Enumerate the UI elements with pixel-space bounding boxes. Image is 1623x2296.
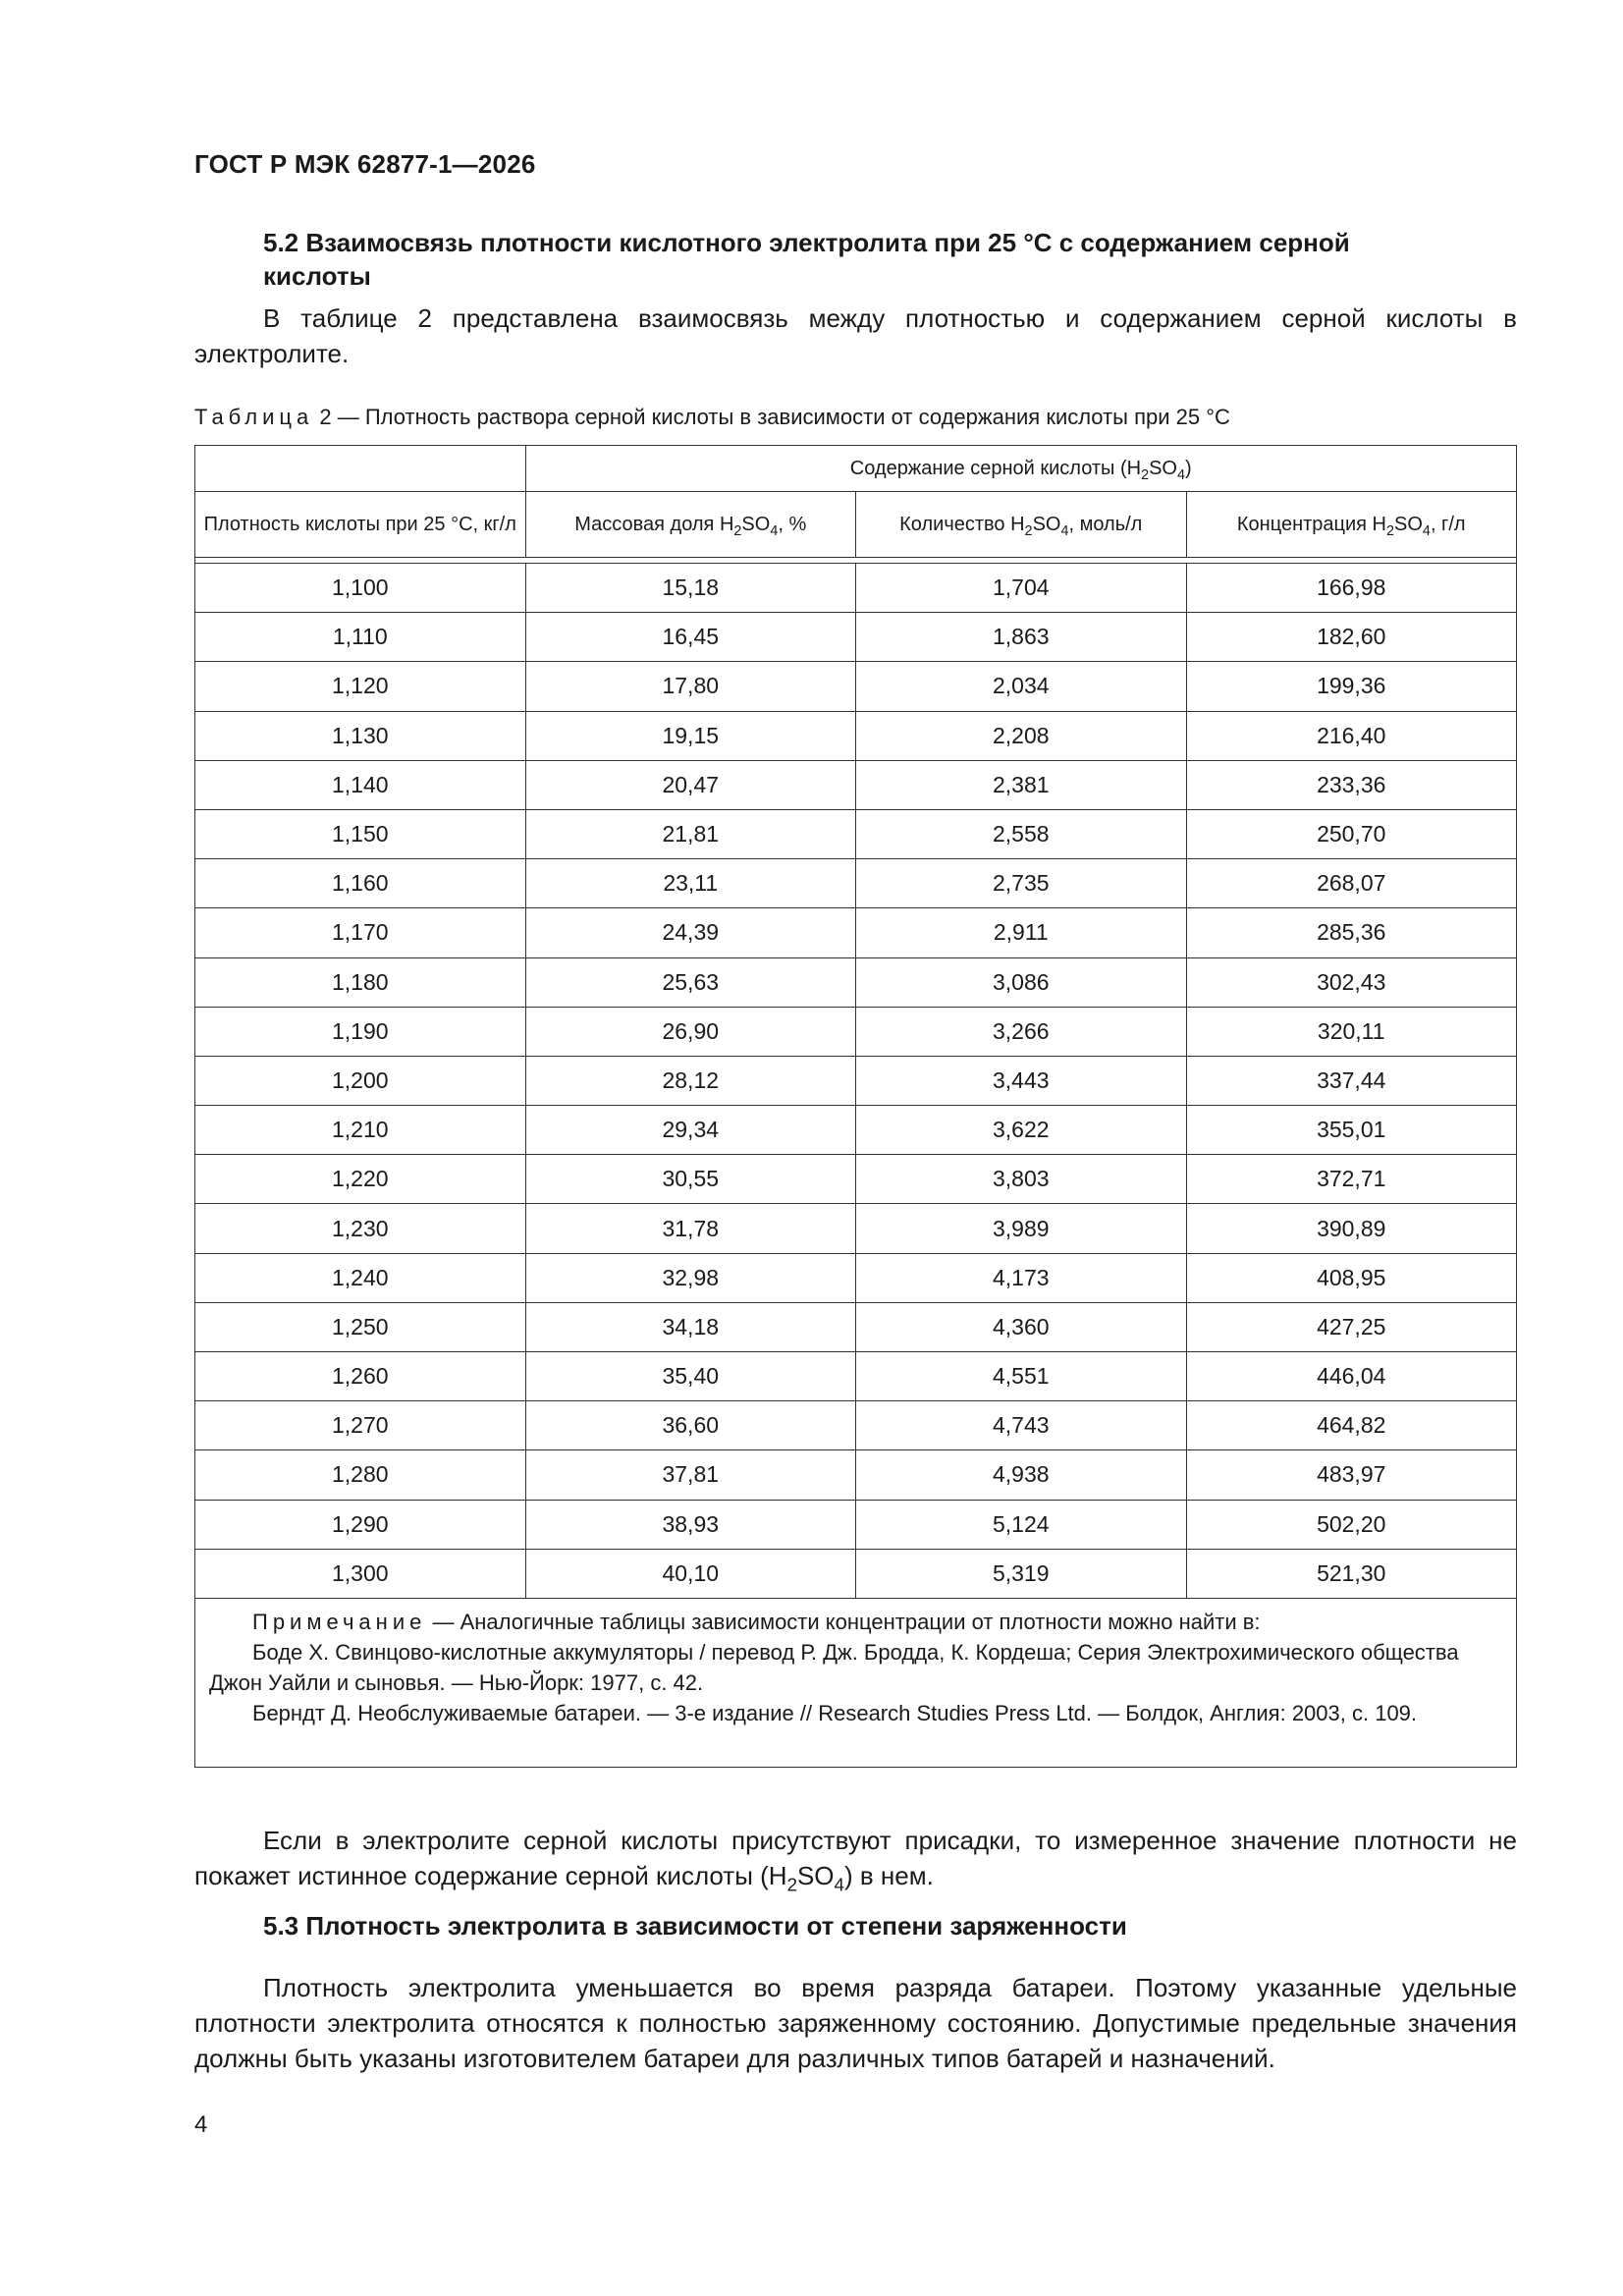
cell-mass-fraction: 38,93 bbox=[525, 1500, 856, 1549]
table-row bbox=[195, 760, 1517, 809]
cell-density: 1,260 bbox=[195, 1352, 526, 1401]
section-5-2-heading: 5.2 Взаимосвязь плотности кислотного электролита при 25 °C с содержанием серной кислоты bbox=[263, 228, 1350, 291]
table-note-row bbox=[195, 1598, 1517, 1767]
section-5-2-intro: В таблице 2 представлена взаимосвязь между плотностью и содержанием серной кислоты в электролите. bbox=[194, 303, 1517, 368]
table-caption-text: 2 — Плотность раствора серной кислоты в зависимости от содержания кислоты при 25 °C bbox=[319, 405, 1230, 429]
table-caption-prefix: Таблица bbox=[194, 405, 314, 429]
cell-density: 1,230 bbox=[195, 1204, 526, 1253]
cell-concentration: 166,98 bbox=[1186, 564, 1517, 613]
cell-density: 1,140 bbox=[195, 760, 526, 809]
cell-concentration: 427,25 bbox=[1186, 1302, 1517, 1351]
cell-amount: 2,034 bbox=[856, 662, 1187, 711]
table-row bbox=[195, 1352, 1517, 1401]
table-row bbox=[195, 711, 1517, 760]
cell-mass-fraction: 36,60 bbox=[525, 1401, 856, 1450]
table-column-header-row bbox=[195, 492, 1517, 558]
cell-mass-fraction: 19,15 bbox=[525, 711, 856, 760]
cell-mass-fraction: 21,81 bbox=[525, 809, 856, 858]
header-concentration: Концентрация $H_2SO_4$, г/л bbox=[1186, 492, 1517, 558]
cell-amount: 4,173 bbox=[856, 1253, 1187, 1302]
after-table-paragraph: Если в электролите серной кислоты присутствуют присадки, то измеренное значение плотности не покажет истинное содержание серной кислоты $(H_2SO_4)$ в нем. bbox=[194, 1826, 1517, 1895]
cell-concentration: 302,43 bbox=[1186, 957, 1517, 1007]
table-group-header-row bbox=[195, 446, 1517, 492]
table-row bbox=[195, 1155, 1517, 1204]
cell-mass-fraction: 34,18 bbox=[525, 1302, 856, 1351]
note-reference-1: Боде Х. Свинцово-кислотные аккумуляторы / перевод Р. Дж. Бродда, К. Кордеша; Серия Электрохимического общества Джон Уайли и сыновья. — Нью-Йорк: 1977, с. 42. bbox=[209, 1639, 1459, 1695]
cell-concentration: 199,36 bbox=[1186, 662, 1517, 711]
cell-mass-fraction: 35,40 bbox=[525, 1352, 856, 1401]
cell-mass-fraction: 24,39 bbox=[525, 908, 856, 957]
document-id: ГОСТ Р МЭК 62877-1—2026 bbox=[194, 149, 536, 179]
cell-concentration: 250,70 bbox=[1186, 809, 1517, 858]
table-row bbox=[195, 1007, 1517, 1056]
cell-concentration: 268,07 bbox=[1186, 859, 1517, 908]
table-row bbox=[195, 908, 1517, 957]
cell-mass-fraction: 29,34 bbox=[525, 1106, 856, 1155]
cell-concentration: 521,30 bbox=[1186, 1549, 1517, 1598]
cell-density: 1,190 bbox=[195, 1007, 526, 1056]
cell-mass-fraction: 20,47 bbox=[525, 760, 856, 809]
section-5-3-heading: 5.3 Плотность электролита в зависимости от степени заряженности bbox=[263, 1911, 1127, 1941]
cell-mass-fraction: 32,98 bbox=[525, 1253, 856, 1302]
cell-amount: 2,735 bbox=[856, 859, 1187, 908]
cell-amount: 2,208 bbox=[856, 711, 1187, 760]
cell-mass-fraction: 31,78 bbox=[525, 1204, 856, 1253]
table-caption bbox=[194, 405, 1230, 430]
table-row bbox=[195, 809, 1517, 858]
cell-density: 1,290 bbox=[195, 1500, 526, 1549]
table-row bbox=[195, 957, 1517, 1007]
cell-amount: 1,863 bbox=[856, 613, 1187, 662]
cell-density: 1,220 bbox=[195, 1155, 526, 1204]
density-table bbox=[194, 445, 1517, 1768]
header-density: Плотность кислоты при 25 °C, кг/л bbox=[195, 492, 526, 558]
cell-concentration: 355,01 bbox=[1186, 1106, 1517, 1155]
cell-density: 1,240 bbox=[195, 1253, 526, 1302]
cell-amount: 4,743 bbox=[856, 1401, 1187, 1450]
table-row bbox=[195, 1500, 1517, 1549]
cell-concentration: 446,04 bbox=[1186, 1352, 1517, 1401]
header-sulfuric-acid-content: Содержание серной кислоты $(H_2SO_4)$ bbox=[525, 446, 1517, 492]
table-row bbox=[195, 1401, 1517, 1450]
cell-amount: 4,551 bbox=[856, 1352, 1187, 1401]
cell-amount: 4,938 bbox=[856, 1450, 1187, 1500]
table-row bbox=[195, 1302, 1517, 1351]
cell-amount: 3,086 bbox=[856, 957, 1187, 1007]
table-row bbox=[195, 1253, 1517, 1302]
table-row bbox=[195, 859, 1517, 908]
cell-concentration: 337,44 bbox=[1186, 1056, 1517, 1105]
cell-density: 1,210 bbox=[195, 1106, 526, 1155]
cell-concentration: 408,95 bbox=[1186, 1253, 1517, 1302]
cell-amount: 2,911 bbox=[856, 908, 1187, 957]
table-row bbox=[195, 1204, 1517, 1253]
section-5-3-text: Плотность электролита уменьшается во время разряда батареи. Поэтому указанные удельные плотности электролита относятся к полностью заряженному состоянию. Допустимые предельные значения должны быть указаны изготовителем батареи для различных типов батарей и назначений. bbox=[194, 1973, 1517, 2073]
cell-concentration: 464,82 bbox=[1186, 1401, 1517, 1450]
cell-density: 1,180 bbox=[195, 957, 526, 1007]
cell-concentration: 216,40 bbox=[1186, 711, 1517, 760]
cell-mass-fraction: 40,10 bbox=[525, 1549, 856, 1598]
cell-concentration: 182,60 bbox=[1186, 613, 1517, 662]
table-row bbox=[195, 1450, 1517, 1500]
cell-concentration: 233,36 bbox=[1186, 760, 1517, 809]
cell-density: 1,250 bbox=[195, 1302, 526, 1351]
cell-density: 1,280 bbox=[195, 1450, 526, 1500]
cell-density: 1,200 bbox=[195, 1056, 526, 1105]
table-note: Примечание — Аналогичные таблицы зависимости концентрации от плотности можно найти в: Боде Х. Свинцово-кислотные аккумуляторы / перевод Р. Дж. Бродда, К. Кордеша; Серия Электрохимического общества Джон Уайли и сыновья. — Нью-Йорк: 1977, с. 42. Берндт Д. Необслуживаемые батареи. — 3-е издание // Research Studies Press Ltd. — Болдок, Англия: 2003, с. 109. bbox=[195, 1598, 1517, 1767]
cell-density: 1,160 bbox=[195, 859, 526, 908]
header-amount: Количество $H_2SO_4$, моль/л bbox=[856, 492, 1187, 558]
cell-concentration: 502,20 bbox=[1186, 1500, 1517, 1549]
cell-amount: 1,704 bbox=[856, 564, 1187, 613]
cell-amount: 4,360 bbox=[856, 1302, 1187, 1351]
cell-amount: 5,319 bbox=[856, 1549, 1187, 1598]
cell-mass-fraction: 25,63 bbox=[525, 957, 856, 1007]
cell-amount: 3,989 bbox=[856, 1204, 1187, 1253]
cell-density: 1,150 bbox=[195, 809, 526, 858]
cell-concentration: 372,71 bbox=[1186, 1155, 1517, 1204]
table-row bbox=[195, 1106, 1517, 1155]
cell-concentration: 390,89 bbox=[1186, 1204, 1517, 1253]
cell-mass-fraction: 30,55 bbox=[525, 1155, 856, 1204]
table-row bbox=[195, 1549, 1517, 1598]
page-number: 4 bbox=[194, 2111, 208, 2138]
cell-density: 1,100 bbox=[195, 564, 526, 613]
cell-density: 1,110 bbox=[195, 613, 526, 662]
cell-amount: 3,622 bbox=[856, 1106, 1187, 1155]
cell-mass-fraction: 23,11 bbox=[525, 859, 856, 908]
cell-concentration: 483,97 bbox=[1186, 1450, 1517, 1500]
table-row bbox=[195, 613, 1517, 662]
cell-amount: 3,266 bbox=[856, 1007, 1187, 1056]
cell-mass-fraction: 16,45 bbox=[525, 613, 856, 662]
cell-mass-fraction: 28,12 bbox=[525, 1056, 856, 1105]
header-mass-fraction: Массовая доля $H_2SO_4$, % bbox=[525, 492, 856, 558]
note-label: Примечание bbox=[252, 1609, 427, 1634]
cell-density: 1,270 bbox=[195, 1401, 526, 1450]
cell-mass-fraction: 17,80 bbox=[525, 662, 856, 711]
cell-amount: 2,381 bbox=[856, 760, 1187, 809]
table-row bbox=[195, 662, 1517, 711]
cell-mass-fraction: 15,18 bbox=[525, 564, 856, 613]
cell-mass-fraction: 37,81 bbox=[525, 1450, 856, 1500]
cell-mass-fraction: 26,90 bbox=[525, 1007, 856, 1056]
table-row bbox=[195, 1056, 1517, 1105]
cell-amount: 2,558 bbox=[856, 809, 1187, 858]
cell-density: 1,300 bbox=[195, 1549, 526, 1598]
cell-amount: 3,443 bbox=[856, 1056, 1187, 1105]
table-row bbox=[195, 564, 1517, 613]
cell-density: 1,130 bbox=[195, 711, 526, 760]
cell-concentration: 285,36 bbox=[1186, 908, 1517, 957]
cell-concentration: 320,11 bbox=[1186, 1007, 1517, 1056]
cell-amount: 3,803 bbox=[856, 1155, 1187, 1204]
note-reference-2: Берндт Д. Необслуживаемые батареи. — 3-е издание // Research Studies Press Ltd. — Болдок, Англия: 2003, с. 109. bbox=[252, 1700, 1418, 1725]
cell-density: 1,170 bbox=[195, 908, 526, 957]
cell-amount: 5,124 bbox=[856, 1500, 1187, 1549]
cell-density: 1,120 bbox=[195, 662, 526, 711]
